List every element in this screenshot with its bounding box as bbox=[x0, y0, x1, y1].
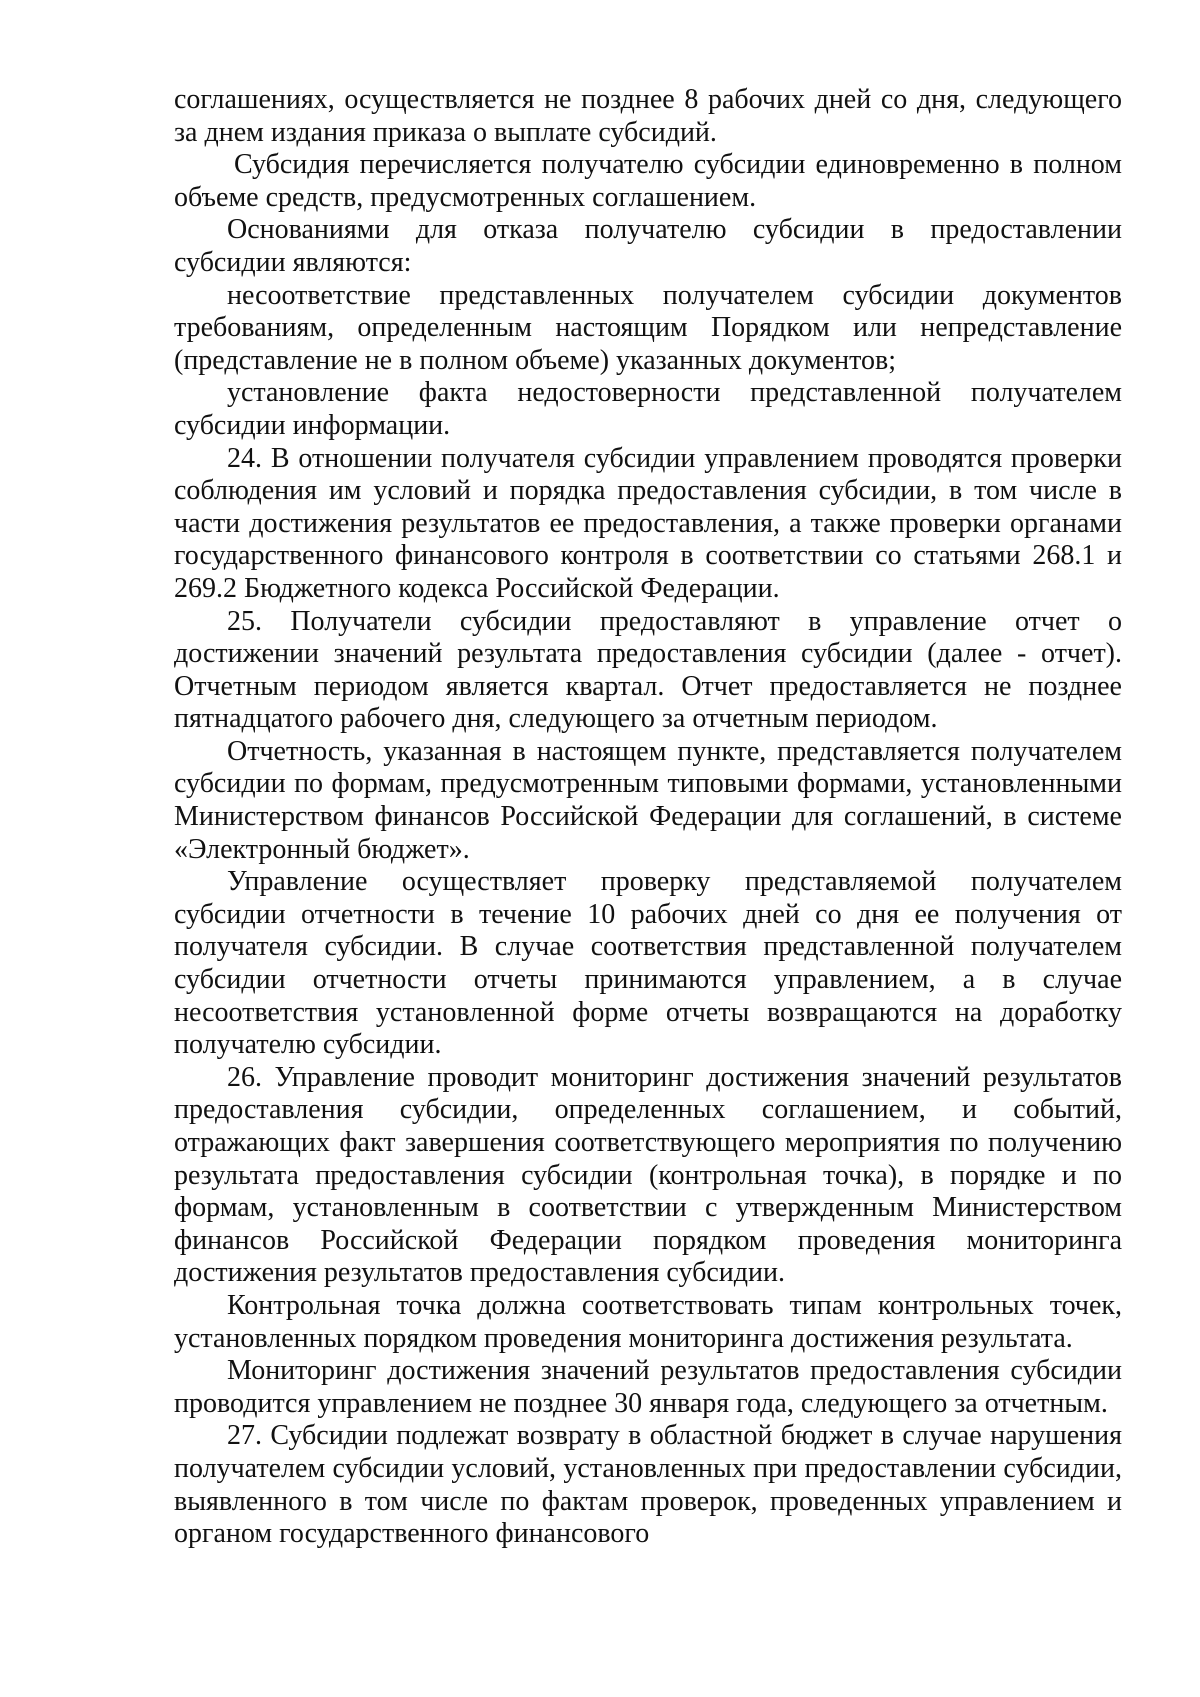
paragraph-refusal-mismatch: несоответствие представленных получателем субсидии документов требованиям, определенным настоящим Порядком или непредставление (представление не в полном объеме) указанных документов; bbox=[174, 279, 1122, 376]
paragraph-refusal-false-info: установление факта недостоверности представленной получателем субсидии информации. bbox=[174, 377, 1122, 441]
paragraph-report-check: Управление осуществляет проверку представляемой получателем субсидии отчетности в течение 10 рабочих дней со дня ее получения от получателя субсидии. В случае соответствия представленной получателем субсидии отчетности отчеты принимаются управлением, а в случае несоответствия установленной форме отчеты возвращаются на доработку получателю субсидии. bbox=[174, 866, 1122, 1061]
paragraph-item-27: 27. Субсидии подлежат возврату в областной бюджет в случае нарушения получателем субсидии условий, установленных при предоставлении субсидии, выявленного в том числе по фактам проверок, проведенных управлением и органом государственного финансового bbox=[174, 1420, 1122, 1550]
paragraph-item-26: 26. Управление проводит мониторинг достижения значений результатов предоставления субсидии, определенных соглашением, и событий, отражающих факт завершения соответствующего мероприятия по получению результата предоставления субсидии (контрольная точка), в порядке и по формам, установленным в соответствии с утвержденным Министерством финансов Российской Федерации порядком проведения мониторинга достижения результатов предоставления субсидии. bbox=[174, 1061, 1122, 1289]
paragraph-item-25: 25. Получатели субсидии предоставляют в управление отчет о достижении значений результата предоставления субсидии (далее - отчет). Отчетным периодом является квартал. Отчет предоставляется не позднее пятнадцатого рабочего дня, следующего за отчетным периодом. bbox=[174, 605, 1122, 735]
paragraph-item-24: 24. В отношении получателя субсидии управлением проводятся проверки соблюдения им условий и порядка предоставления субсидии, в том числе в части достижения результатов ее предоставления, а также проверки органами государственного финансового контроля в соответствии со статьями 268.1 и 269.2 Бюджетного кодекса Российской Федерации. bbox=[174, 442, 1122, 604]
paragraph-reporting-forms: Отчетность, указанная в настоящем пункте, представляется получателем субсидии по формам, предусмотренным типовыми формами, установленными Министерством финансов Российской Федерации для соглашений, в системе «Электронный бюджет». bbox=[174, 735, 1122, 865]
paragraph-monitoring-deadline: Мониторинг достижения значений результатов предоставления субсидии проводится управлением не позднее 30 января года, следующего за отчетным. bbox=[174, 1355, 1122, 1419]
paragraph-refusal-grounds: Основаниями для отказа получателю субсидии в предоставлении субсидии являются: bbox=[174, 214, 1122, 278]
paragraph-control-point: Контрольная точка должна соответствовать типам контрольных точек, установленных порядком проведения мониторинга достижения результата. bbox=[174, 1289, 1122, 1354]
document-page bbox=[174, 84, 1122, 1551]
paragraph-continuation: соглашениях, осуществляется не позднее 8 рабочих дней со дня, следующего за днем издания приказа о выплате субсидий. bbox=[174, 84, 1122, 148]
paragraph-subsidy-transfer: Субсидия перечисляется получателю субсидии единовременно в полном объеме средств, предусмотренных соглашением. bbox=[174, 149, 1122, 213]
